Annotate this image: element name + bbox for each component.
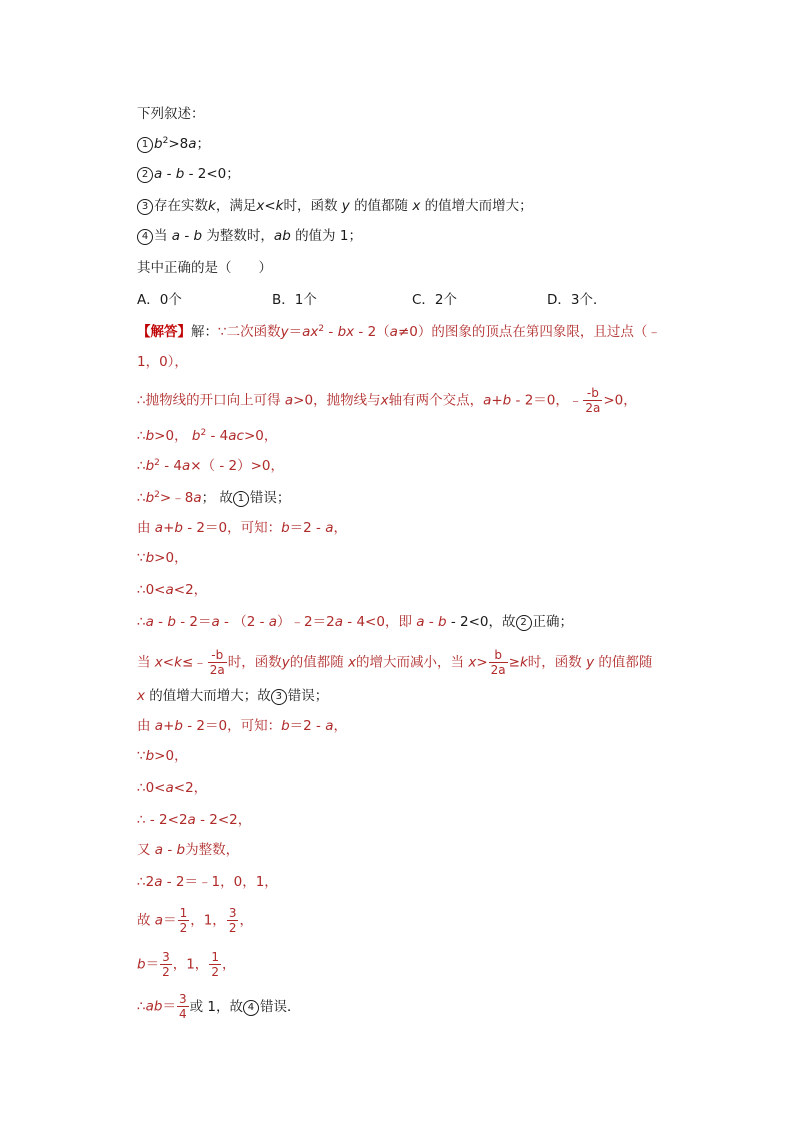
statement-3: 3 存在实数k，满足x<k时，函数 y 的值都随 x 的值增大而增大；: [137, 196, 533, 216]
fraction-1-over-2: $\frac{1}{2}$: [179, 906, 188, 935]
solution-line-7: 由 a+b - 2＝0，可知：b＝2 - a，: [137, 520, 347, 536]
solution-line-3: ∴抛物线的开口向上可得 a>0，抛物线与x轴有两个交点，a+b - 2＝0，﹣ $\frac{-b}{2a}$ >0，: [137, 386, 637, 415]
solution-line-21: ∴ab＝ $\frac{3}{4}$ 或 1，故 4 错误．: [137, 992, 301, 1021]
solution-line-18: ∴2a - 2＝﹣1，0，1，: [137, 874, 278, 890]
solution-line-1: 【解答】解：∵二次函数$y=ax^2$ - bx - 2（a≠0）的图象的顶点在第四象限，且过点（﹣: [137, 324, 661, 340]
solution-line-17: 又 a - b为整数，: [137, 842, 240, 858]
solution-line-20: b＝ $\frac{3}{2}$ ，1， $\frac{1}{2}$ ，: [137, 950, 236, 979]
solution-line-15: ∴0<a<2，: [137, 780, 208, 796]
fraction-1-over-2: $\frac{1}{2}$: [211, 950, 219, 979]
solution-line-10: ∴a - b - 2＝a - （2 - a）﹣2＝2a - 4<0，即 a - b - 2<0，故 2 正确；: [137, 614, 574, 630]
solution-line-4: ∴b>0， $b^2 - 4ac>0$，: [137, 428, 278, 444]
solution-line-16: ∴ - 2<2a - 2<2，: [137, 812, 252, 828]
circled-number-2: 2: [516, 615, 532, 631]
solution-line-19: 故 a＝ $\frac{1}{2}$ ，1， $\frac{3}{2}$ ，: [137, 906, 253, 935]
fraction-b-over-2a: $\frac{b}{2a}$: [490, 648, 506, 677]
solution-line-6: $\therefore b^2>﹣8a$； 故 1 错误；: [137, 490, 291, 506]
circled-number-4: 4: [137, 229, 153, 245]
circled-number-1: 1: [233, 491, 249, 507]
solution-tag: 【解答】: [137, 324, 191, 340]
statement-2: 2 a - b - 2<0；: [137, 164, 240, 184]
option-c: C．2个: [412, 292, 458, 308]
fraction-3-over-2: $\frac{3}{2}$: [228, 906, 237, 935]
solution-line-11: 当 x<k≤﹣ $\frac{-b}{2a}$ 时，函数y的值都随 x的增大而减小，当 x> $\frac{b}{2a}$ ≥k时，函数 y 的值都随: [137, 648, 653, 677]
solution-line-9: ∴0<a<2，: [137, 582, 208, 598]
options-row: [137, 290, 606, 310]
circled-number-3: 3: [271, 689, 287, 705]
fraction-3-over-4: $\frac{3}{4}$: [178, 992, 187, 1021]
solution-line-12: x 的值增大而增大；故 3 错误；: [137, 688, 329, 704]
circled-number-1: 1: [137, 137, 153, 153]
option-a: A．0个: [137, 292, 182, 308]
option-d: D．3个．: [547, 292, 607, 308]
fraction-neg-b-over-2a: $\frac{-b}{2a}$: [585, 386, 601, 415]
circled-number-4: 4: [243, 1000, 259, 1016]
statement-1: 1 $b^2>8a$；: [137, 134, 210, 154]
option-b: B．1个: [272, 292, 317, 308]
question-ask: 其中正确的是（ ）: [137, 260, 272, 276]
fraction-3-over-2: $\frac{3}{2}$: [162, 950, 170, 979]
solution-line-8: ∵b>0，: [137, 550, 188, 566]
solution-line-5: $\therefore b^2 - 4a\times( - 2)>0$，: [137, 458, 284, 474]
solution-line-13: 由 a+b - 2＝0，可知：b＝2 - a，: [137, 718, 347, 734]
solution-line-2: 1，0），: [137, 354, 188, 370]
statement-4: 4 当 a - b 为整数时，ab 的值为 1；: [137, 226, 362, 246]
fraction-neg-b-over-2a: $\frac{-b}{2a}$: [209, 648, 225, 677]
solution-line-14: ∵b>0，: [137, 748, 188, 764]
circled-number-2: 2: [137, 167, 153, 183]
circled-number-3: 3: [137, 199, 153, 215]
question-intro: 下列叙述：: [137, 106, 205, 122]
